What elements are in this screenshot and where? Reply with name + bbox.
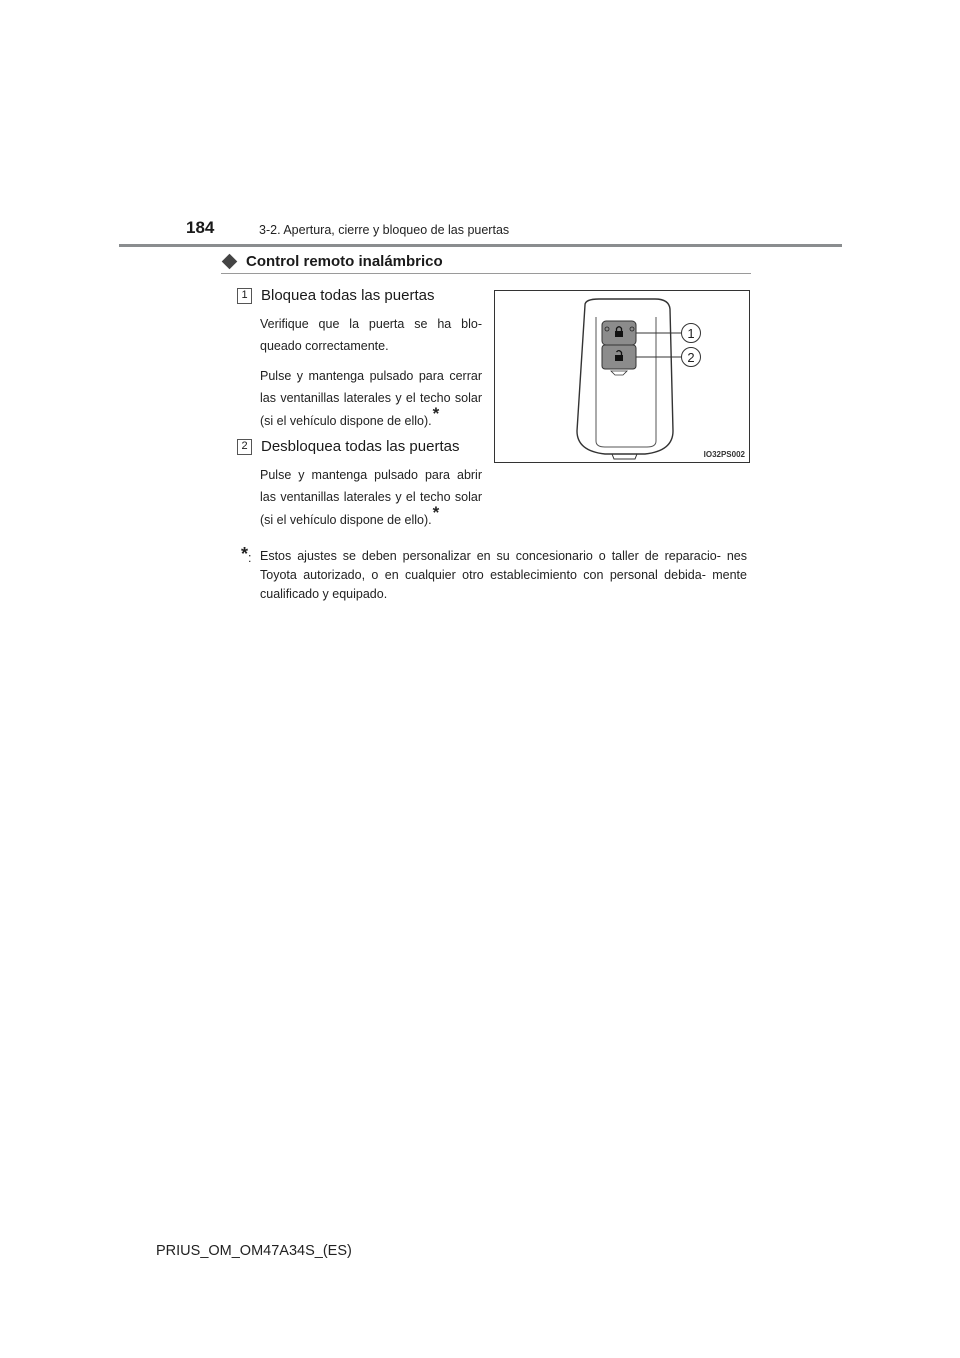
footnote-marker: * (432, 404, 440, 423)
subsection-title: Control remoto inalámbrico (246, 253, 443, 270)
key-fob-figure (494, 290, 750, 463)
footnote-text: Estos ajustes se deben personalizar en su concesionario o taller de reparacio- nes Toyota autorizado, o en cualquier otro establecimiento con personal debida- mente cualificado y equipado. (260, 549, 747, 601)
item-number-2: 2 (237, 439, 252, 455)
footnote: *: Estos ajustes se deben personalizar en su concesionario o taller de reparacio- nes Toyota autorizado, o en cualquier otro establecimiento con personal debida- mente cualificado y equipado. (241, 547, 747, 604)
footnote-star: * (241, 544, 249, 564)
item-title: Bloquea todas las puertas (261, 287, 435, 304)
section-header: 3-2. Apertura, cierre y bloqueo de las puertas (259, 223, 510, 237)
item-paragraph: Pulse y mantenga pulsado para cerrar las ventanillas laterales y el techo solar (si el vehículo dispone de ello).* (260, 369, 482, 428)
item-paragraph: Pulse y mantenga pulsado para abrir las ventanillas laterales y el techo solar (si el vehículo dispone de ello).* (260, 468, 482, 527)
subsection-rule (221, 273, 751, 274)
figure-code: IO32PS002 (703, 450, 745, 459)
item-lock-all (237, 287, 482, 433)
callout-1: 1 (687, 326, 695, 341)
item-unlock-all (237, 438, 482, 532)
header-rule (119, 244, 842, 247)
footnote-marker: * (432, 503, 440, 522)
item-title: Desbloquea todas las puertas (261, 438, 460, 455)
key-fob-illustration (495, 291, 751, 464)
item-paragraph: Verifique que la puerta se ha blo- queado correctamente. (260, 317, 482, 353)
document-code: PRIUS_OM_OM47A34S_(ES) (156, 1243, 352, 1259)
callout-2: 2 (687, 350, 695, 365)
item-number-1: 1 (237, 288, 252, 304)
subsection-heading (221, 253, 751, 274)
diamond-bullet-icon (222, 254, 238, 270)
page-number: 184 (186, 218, 215, 237)
